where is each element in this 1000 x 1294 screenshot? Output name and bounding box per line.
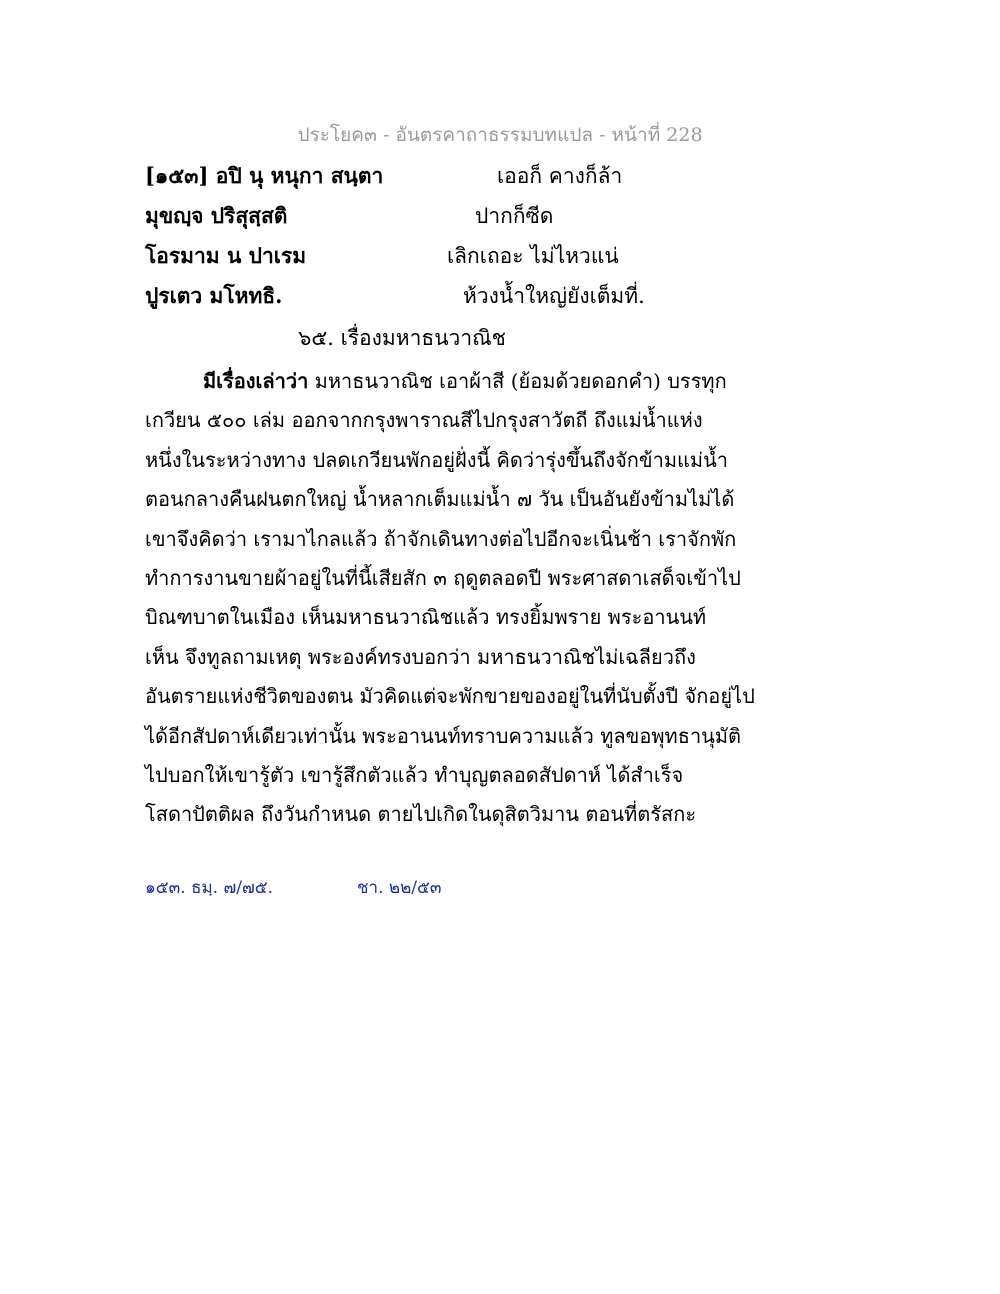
- footnote-reference: ๑๕๓. ธมฺ. ๗/๗๕.: [145, 878, 274, 898]
- body-line: เห็น จึงทูลถามเหตุ พระองค์ทรงบอกว่า มหาธนวาณิชไม่เฉลียวถึง: [145, 644, 696, 669]
- verse-pali-text: โอรมาม น ปาเรม: [145, 243, 307, 268]
- body-line: ไปบอกให้เขารู้ตัว เขารู้สึกตัวแล้ว ทำบุญตลอดสัปดาห์ ได้สำเร็จ: [145, 762, 684, 787]
- body-line: เขาจึงคิดว่า เรามาไกลแล้ว ถ้าจักเดินทางต่อไปอีกจะเนิ่นช้า เราจักพัก: [145, 526, 737, 551]
- verse-line: [145, 240, 785, 280]
- body-line: หนึ่งในระหว่างทาง ปลดเกวียนพักอยู่ฝั่งนี้ คิดว่ารุ่งขึ้นถึงจักข้ามแม่น้ำ: [145, 447, 728, 472]
- verse-pali-text: [๑๕๓] อปิ นุ หนุกา สนฺตา: [145, 163, 384, 188]
- verse-pali-text: มุขญฺจ ปริสุสฺสติ: [145, 203, 288, 228]
- body-line: อันตรายแห่งชีวิตของตน มัวคิดแต่จะพักขายของอยู่ในที่นับตั้งปี จักอยู่ไป: [145, 684, 755, 709]
- body-line: [145, 362, 745, 401]
- story-lead: มีเรื่องเล่าว่า: [203, 369, 309, 393]
- running-header: ประโยค๓ - อันตรคาถาธรรมบทแปล - หน้าที่ 228: [297, 124, 703, 146]
- verse-line: [145, 200, 785, 240]
- body-line: เกวียน ๕๐๐ เล่ม ออกจากกรุงพาราณสีไปกรุงสาวัตถี ถึงแม่น้ำแห่ง: [145, 408, 703, 433]
- verse-thai-translation: ปากก็ซีด: [475, 204, 554, 228]
- verse-thai-translation: เลิกเถอะ ไม่ไหวแน่: [447, 244, 619, 268]
- verse-thai-translation: ห้วงน้ำใหญ่ยังเต็มที่.: [463, 284, 645, 308]
- body-line: โสดาปัตติผล ถึงวันกำหนด ตายไปเกิดในดุสิตวิมาน ตอนที่ตรัสกะ: [145, 802, 697, 827]
- body-text: มหาธนวาณิช เอาผ้าสี (ย้อมด้วยดอกคำ) บรรทุก: [308, 369, 727, 393]
- body-line: ตอนกลางคืนฝนตกใหญ่ น้ำหลากเต็มแม่น้ำ ๗ วัน เป็นอันยังข้ามไม่ได้: [145, 487, 735, 512]
- verse-thai-translation: เออก็ คางก็ล้า: [497, 164, 623, 188]
- verse-line: [145, 160, 785, 200]
- story-body: [145, 362, 755, 835]
- body-line: บิณฑบาตในเมือง เห็นมหาธนวาณิชแล้ว ทรงยิ้มพราย พระอานนท์: [145, 605, 707, 630]
- footnote-reference: ชา. ๒๒/๕๓: [357, 878, 442, 898]
- story-title: ๖๕. เรื่องมหาธนวาณิช: [298, 326, 506, 350]
- verse-line: [145, 280, 785, 320]
- body-line: ได้อีกสัปดาห์เดียวเท่านั้น พระอานนท์ทราบความแล้ว ทูลขอพุทธานุมัติ: [145, 723, 742, 748]
- verse-pali-text: ปูรเตว มโหทธิ.: [145, 283, 283, 308]
- footnotes: [145, 874, 645, 904]
- body-line: ทำการงานขายผ้าอยู่ในที่นี้เสียสัก ๓ ฤดูตลอดปี พระศาสดาเสด็จเข้าไป: [145, 565, 741, 590]
